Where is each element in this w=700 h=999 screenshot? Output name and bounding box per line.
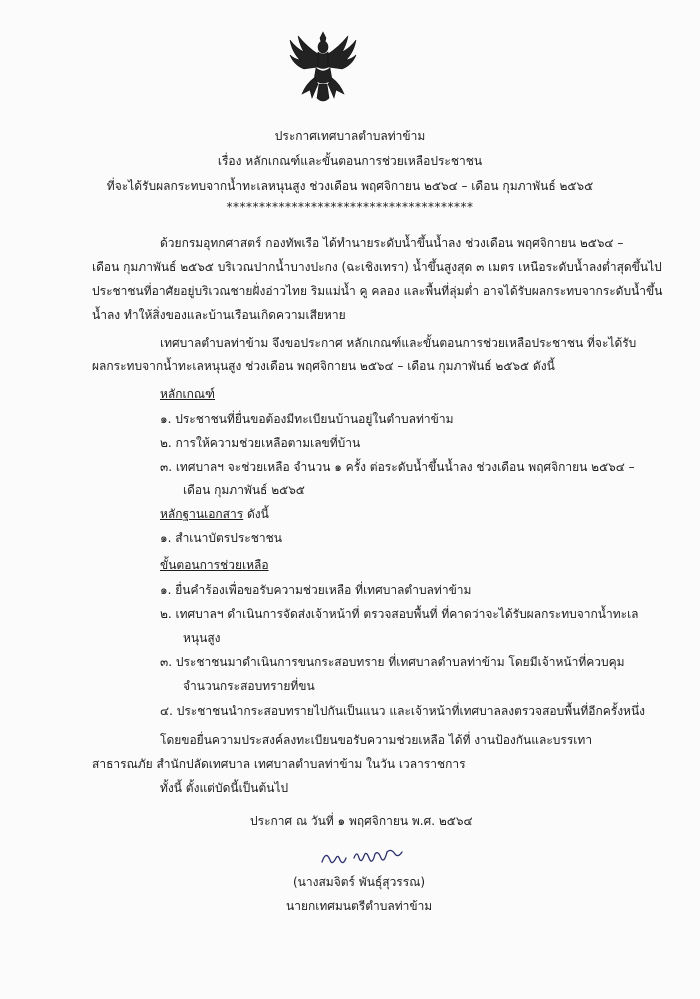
procedure-heading: ขั้นตอนการช่วยเหลือ bbox=[160, 558, 269, 572]
procedure-item: ๒. เทศบาลฯ ดำเนินการจัดส่งเจ้าหน้าที่ ตรวจสอบพื้นที่ ที่คาดว่าจะได้รับผลกระทบจากน้ำทะเล bbox=[160, 607, 639, 621]
header-divider: ************************************** bbox=[226, 200, 474, 214]
paragraph-2-line: เทศบาลตำบลท่าข้าม จึงขอประกาศ หลักเกณฑ์และขั้นตอนการช่วยเหลือประชาชน ที่จะได้รับ bbox=[160, 336, 637, 350]
criteria-heading: หลักเกณฑ์ bbox=[160, 387, 215, 401]
evidence-heading: หลักฐานเอกสาร bbox=[160, 507, 244, 521]
evidence-item: ๑. สำเนาบัตรประชาชน bbox=[160, 531, 282, 545]
signatory-name: (นางสมจิตร์ พันธุ์สุวรรณ) bbox=[293, 875, 426, 889]
procedure-item-continuation: หนุนสูง bbox=[183, 631, 221, 645]
criteria-item-continuation: เดือน กุมภาพันธ์ ๒๕๖๕ bbox=[183, 483, 305, 497]
procedure-item: ๔. ประชาชนนำกระสอบทรายไปกันเป็นแนว และเจ้าหน้าที่เทศบาลลงตรวจสอบพื้นที่อีกครั้งหนึ่ง bbox=[160, 704, 646, 718]
announcement-date: ประกาศ ณ วันที่ ๑ พฤศจิกายน พ.ศ. ๒๕๖๔ bbox=[250, 814, 473, 828]
announcement-title: ประกาศเทศบาลตำบลท่าข้าม bbox=[274, 129, 426, 143]
paragraph-3-line: สาธารณภัย สำนักปลัดเทศบาล เทศบาลตำบลท่าข้าม ในวัน เวลาราชการ bbox=[92, 757, 466, 771]
paragraph-2-line: ผลกระทบจากน้ำทะเลหนุนสูง ช่วงเดือน พฤศจิกายน ๒๕๖๔ – เดือน กุมภาพันธ์ ๒๕๖๕ ดังนี้ bbox=[92, 359, 555, 373]
announcement-subject-line2: ที่จะได้รับผลกระทบจากน้ำทะเลหนุนสูง ช่วงเดือน พฤศจิกายน ๒๕๖๔ – เดือน กุมภาพันธ์ ๒๕๖๕ bbox=[106, 179, 594, 193]
effective-statement: ทั้งนี้ ตั้งแต่บัดนี้เป็นต้นไป bbox=[160, 781, 289, 795]
evidence-heading-line bbox=[160, 505, 269, 523]
criteria-item: ๑. ประชาชนที่ยื่นขอต้องมีทะเบียนบ้านอยู่ในตำบลท่าข้าม bbox=[160, 412, 454, 426]
procedure-item: ๓. ประชาชนมาดำเนินการขนกระสอบทราย ที่เทศบาลตำบลท่าข้าม โดยมีเจ้าหน้าที่ควบคุม bbox=[160, 655, 625, 669]
procedure-item: ๑. ยื่นคำร้องเพื่อขอรับความช่วยเหลือ ที่เทศบาลตำบลท่าข้าม bbox=[160, 583, 472, 597]
garuda-emblem-icon bbox=[285, 28, 361, 106]
paragraph-3-line: โดยขอยื่นความประสงค์ลงทะเบียนขอรับความช่วยเหลือ ได้ที่ งานป้องกันและบรรเทา bbox=[160, 733, 593, 747]
paragraph-1-line: ประชาชนที่อาศัยอยู่บริเวณชายฝั่งอ่าวไทย ริมแม่น้ำ คู คลอง และพื้นที่ลุ่มต่ำ อาจได้รับผลกระทบจากระดับน้ำขึ้น bbox=[92, 284, 663, 298]
criteria-item: ๒. การให้ความช่วยเหลือตามเลขที่บ้าน bbox=[160, 436, 361, 450]
announcement-subject: เรื่อง หลักเกณฑ์และขั้นตอนการช่วยเหลือประชาชน bbox=[217, 154, 483, 168]
evidence-heading-suffix: ดังนี้ bbox=[243, 507, 269, 521]
paragraph-1-line: เดือน กุมภาพันธ์ ๒๕๖๕ บริเวณปากน้ำบางปะกง (ฉะเชิงเทรา) น้ำขึ้นสูงสุด ๓ เมตร เหนือระดับน้ำลงต่ำสุดขึ้นไป bbox=[92, 260, 662, 274]
paragraph-1-line: ด้วยกรมอุทกศาสตร์ กองทัพเรือ ได้ทำนายระดับน้ำขึ้นน้ำลง ช่วงเดือน พฤศจิกายน ๒๕๖๔ – bbox=[160, 236, 624, 250]
signatory-position: นายกเทศมนตรีตำบลท่าข้าม bbox=[286, 899, 433, 913]
procedure-item-continuation: จำนวนกระสอบทรายที่ขน bbox=[183, 679, 315, 693]
handwritten-signature bbox=[318, 848, 408, 870]
criteria-item: ๓. เทศบาลฯ จะช่วยเหลือ จำนวน ๑ ครั้ง ต่อระดับน้ำขึ้นน้ำลง ช่วงเดือน พฤศจิกายน ๒๕๖๔ – bbox=[160, 460, 635, 474]
paragraph-1-line: น้ำลง ทำให้สิ่งของและบ้านเรือนเกิดความเสียหาย bbox=[92, 308, 346, 322]
